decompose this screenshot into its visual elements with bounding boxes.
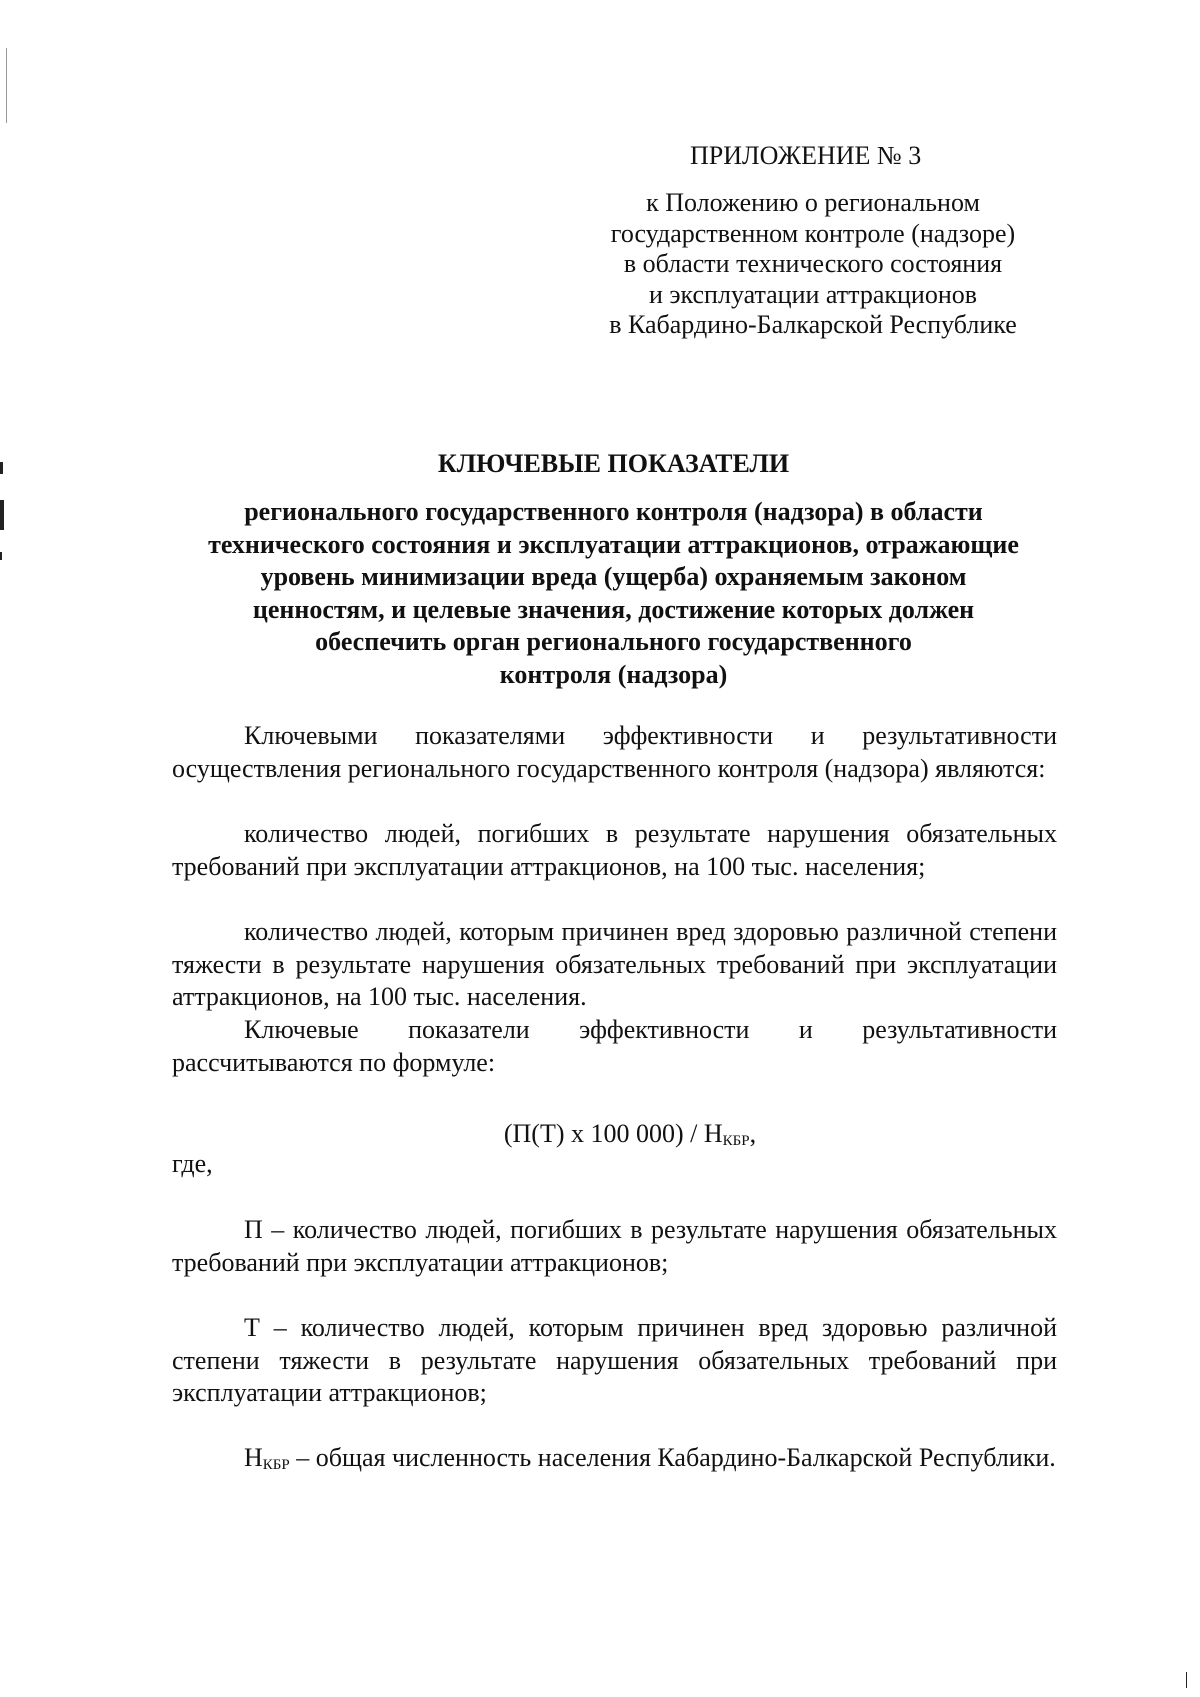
definition-text: – количество людей, которым причинен вред здоровью различной степени тяжести в результате нарушения обязательных требований при эксплуатации аттракционов; xyxy=(172,1313,1057,1407)
indicator-deaths: количество людей, погибших в результате нарушения обязательных требований при эксплуатации аттракционов, на 100 тыс. населения; xyxy=(172,819,1057,881)
appendix-reference xyxy=(585,188,1041,341)
definition-t xyxy=(172,1312,1057,1410)
calculation-intro: Ключевые показатели эффективности и результативности рассчитываются по формуле: xyxy=(172,1015,1057,1077)
subtitle-line: контроля (надзора) xyxy=(499,659,728,689)
document-title: КЛЮЧЕВЫЕ ПОКАЗАТЕЛИ xyxy=(437,449,790,478)
formula-subscript: КБР xyxy=(722,1133,750,1149)
subtitle-line: обеспечить орган регионального государственного xyxy=(315,627,912,656)
definition-n-kbr xyxy=(172,1442,1057,1482)
definition-p xyxy=(172,1214,1057,1279)
reference-line: в Кабардино-Балкарской Республике xyxy=(609,310,1017,339)
appendix-number: ПРИЛОЖЕНИЕ № 3 xyxy=(690,141,922,170)
where-label: где, xyxy=(172,1149,213,1178)
definition-symbol: Т xyxy=(244,1313,260,1342)
formula-main: (П(Т) x 100 000) / Н xyxy=(503,1119,723,1148)
subtitle-line: регионального государственного контроля (надзора) в области xyxy=(244,497,983,526)
reference-line: государственном контроле (надзоре) xyxy=(610,218,1016,248)
scan-artifact-left-mark xyxy=(0,500,4,530)
document-subtitle xyxy=(170,496,1057,691)
subtitle-line: технического состояния и эксплуатации аттракционов, отражающие xyxy=(208,529,1019,559)
scan-artifact-left-mark xyxy=(0,462,3,474)
definition-text: – количество людей, погибших в результате нарушения обязательных требований при эксплуатации аттракционов; xyxy=(172,1215,1057,1277)
reference-line: и эксплуатации аттракционов xyxy=(648,279,978,309)
scan-artifact-left-mark xyxy=(0,552,2,560)
definition-text: – общая численность населения Кабардино-Балкарской Республики. xyxy=(289,1443,1056,1472)
reference-line: к Положению о региональном xyxy=(646,188,980,217)
reference-line: в области технического состояния xyxy=(623,249,1003,278)
subtitle-line: ценностям, и целевые значения, достижение которых должен xyxy=(252,594,975,624)
intro-paragraph: Ключевыми показателями эффективности и результативности осуществления регионального государственного контроля (надзора) являются: xyxy=(172,721,1057,783)
subtitle-line: уровень минимизации вреда (ущерба) охраняемым законом xyxy=(260,562,967,591)
scan-artifact-top-left xyxy=(6,48,7,123)
definition-symbol xyxy=(244,1443,290,1472)
definition-symbol-letter: Н xyxy=(244,1443,263,1472)
definition-symbol-subscript: КБР xyxy=(262,1457,290,1473)
scan-artifact-bottom-right xyxy=(1186,1672,1187,1688)
indicator-injuries: количество людей, которым причинен вред здоровью различной степени тяжести в результате нарушения обязательных требований при эксплуатации аттракционов, на 100 тыс. населения. xyxy=(172,917,1057,1011)
formula-trailing: , xyxy=(749,1119,757,1148)
definition-symbol: П xyxy=(244,1215,263,1244)
